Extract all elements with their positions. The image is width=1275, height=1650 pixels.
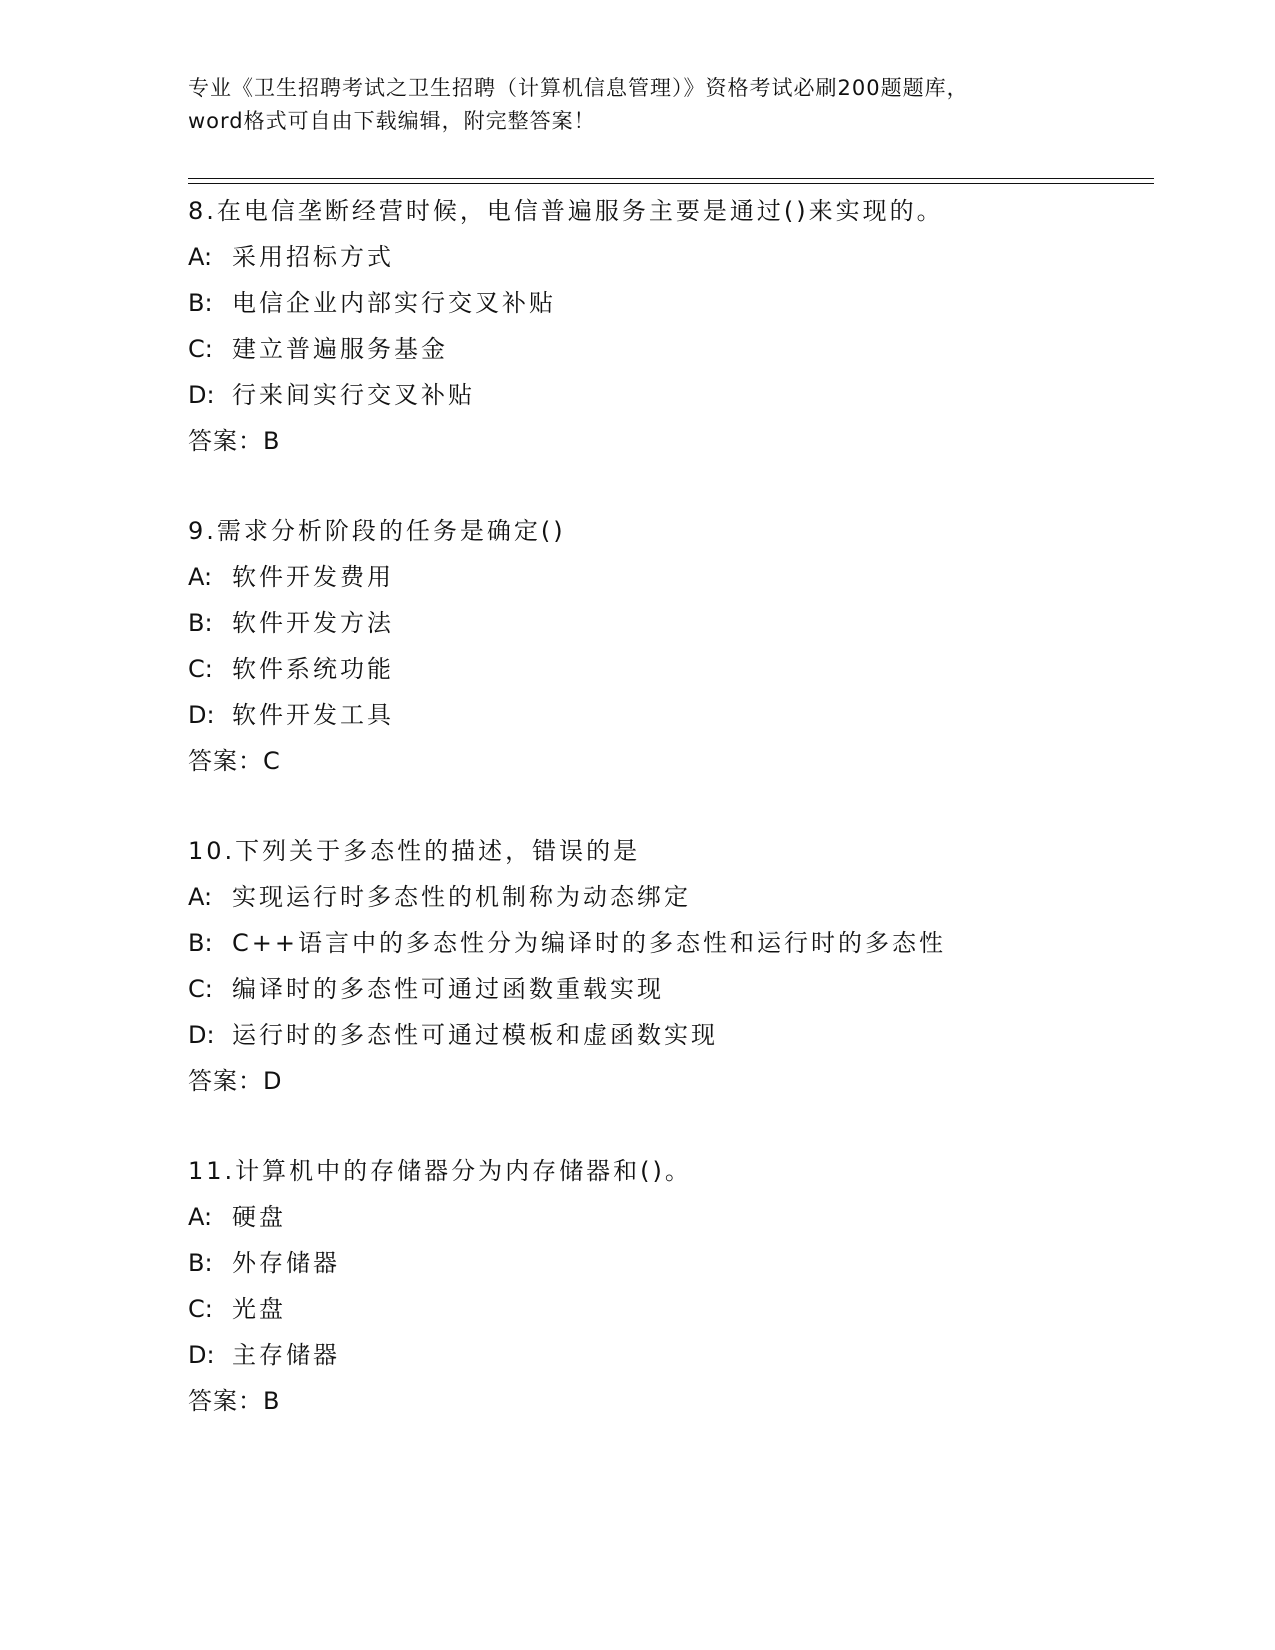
option-d (188, 372, 1188, 418)
option-text: 实现运行时多态性的机制称为动态绑定 (232, 883, 691, 911)
option-letter: D: (188, 701, 215, 729)
option-text: C++语言中的多态性分为编译时的多态性和运行时的多态性 (232, 929, 946, 957)
option-c (188, 1286, 1188, 1332)
question-11 (188, 1148, 1188, 1468)
option-d (188, 1012, 1188, 1058)
question-stem: 9.需求分析阶段的任务是确定() (188, 517, 566, 545)
option-d (188, 1332, 1188, 1378)
option-a (188, 1194, 1188, 1240)
option-letter: D: (188, 1021, 215, 1049)
option-letter: D: (188, 381, 215, 409)
option-text: 电信企业内部实行交叉补贴 (232, 289, 556, 317)
question-list (188, 188, 1188, 1468)
option-letter: C: (188, 335, 213, 363)
option-letter: C: (188, 1295, 213, 1323)
option-text: 光盘 (232, 1295, 286, 1323)
answer-line: 答案：B (188, 1387, 281, 1415)
option-letter: B: (188, 1249, 213, 1277)
option-text: 软件开发工具 (232, 701, 394, 729)
option-letter: C: (188, 655, 213, 683)
option-a (188, 234, 1188, 280)
question-8 (188, 188, 1188, 508)
option-letter: A: (188, 563, 213, 591)
option-a (188, 874, 1188, 920)
option-letter: B: (188, 609, 213, 637)
option-a (188, 554, 1188, 600)
question-9 (188, 508, 1188, 828)
option-c (188, 646, 1188, 692)
option-text: 软件开发方法 (232, 609, 394, 637)
header-line-2: word格式可自由下载编辑，附完整答案！ (188, 109, 596, 133)
option-c (188, 966, 1188, 1012)
header-divider-top (188, 178, 1154, 179)
option-letter: C: (188, 975, 213, 1003)
option-letter: B: (188, 289, 213, 317)
question-stem: 11.计算机中的存储器分为内存储器和()。 (188, 1157, 692, 1185)
option-letter: A: (188, 1203, 213, 1231)
answer-line: 答案：C (188, 747, 281, 775)
option-text: 行来间实行交叉补贴 (232, 381, 475, 409)
header-line-1: 专业《卫生招聘考试之卫生招聘（计算机信息管理）》资格考试必刷200题题库， (188, 76, 969, 100)
answer-line: 答案：B (188, 427, 281, 455)
option-text: 编译时的多态性可通过函数重载实现 (232, 975, 664, 1003)
option-text: 主存储器 (232, 1341, 340, 1369)
option-b (188, 1240, 1188, 1286)
question-stem: 10.下列关于多态性的描述，错误的是 (188, 837, 641, 865)
option-letter: B: (188, 929, 213, 957)
question-10 (188, 828, 1188, 1148)
option-b (188, 600, 1188, 646)
option-text: 软件系统功能 (232, 655, 394, 683)
header-divider-bottom (188, 183, 1154, 184)
option-text: 采用招标方式 (232, 243, 394, 271)
option-letter: A: (188, 883, 213, 911)
option-text: 外存储器 (232, 1249, 340, 1277)
option-text: 建立普遍服务基金 (232, 335, 448, 363)
option-letter: D: (188, 1341, 215, 1369)
document-header (188, 72, 1088, 138)
option-text: 硬盘 (232, 1203, 286, 1231)
option-b (188, 280, 1188, 326)
answer-line: 答案：D (188, 1067, 283, 1095)
option-b (188, 920, 1188, 966)
option-c (188, 326, 1188, 372)
option-letter: A: (188, 243, 213, 271)
option-text: 运行时的多态性可通过模板和虚函数实现 (232, 1021, 718, 1049)
question-stem: 8.在电信垄断经营时候，电信普遍服务主要是通过()来实现的。 (188, 197, 944, 225)
option-d (188, 692, 1188, 738)
option-text: 软件开发费用 (232, 563, 394, 591)
